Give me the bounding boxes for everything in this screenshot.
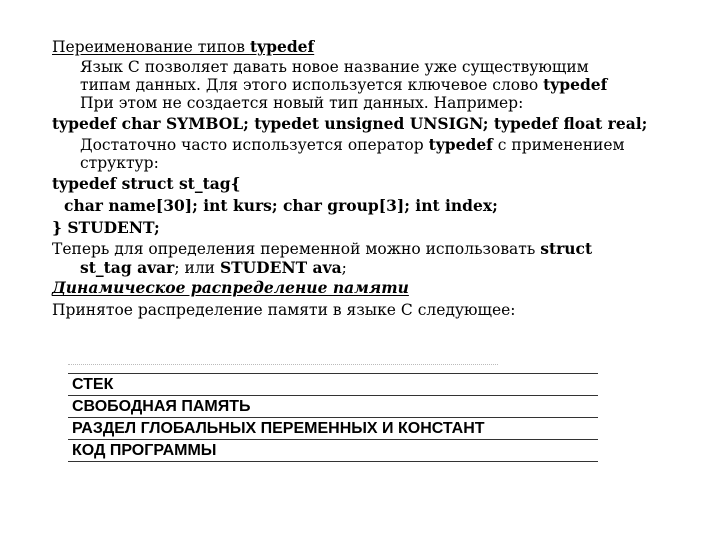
para2-line1-rest: с применением [492, 136, 625, 154]
code-line3: } STUDENT; [52, 218, 160, 237]
table-row [68, 396, 598, 418]
memory-row-stack: СТЕК [68, 374, 598, 396]
heading-typedef [52, 38, 314, 56]
heading-dynamic-memory: Динамическое распределение памяти [52, 278, 409, 297]
memory-layout-table [68, 373, 598, 462]
para1-line2-keyword: typedef [543, 75, 608, 94]
para1-line2 [80, 76, 607, 94]
para3-line2-keyword1: st_tag avar [80, 258, 175, 277]
para3-line2-mid: ; или [174, 259, 220, 277]
table-row [68, 418, 598, 440]
para3-line1-keyword: struct [540, 239, 593, 258]
memory-row-free: СВОБОДНАЯ ПАМЯТЬ [68, 396, 598, 418]
para2-line1-keyword: typedef [428, 135, 493, 154]
table-top-dots [68, 364, 498, 371]
para2-line2: структур: [80, 154, 159, 172]
para1-line3: При этом не создается новый тип данных. Например: [80, 94, 524, 112]
table-row [68, 440, 598, 462]
para3-line2-keyword2: STUDENT ava [219, 258, 342, 277]
para1-line1: Язык С позволяет давать новое название уже существующим [80, 58, 589, 76]
memory-row-code: КОД ПРОГРАММЫ [68, 440, 598, 462]
para1-line2-text: типам данных. Для этого используется ключевое слово [80, 76, 544, 94]
para2-line1 [80, 136, 625, 154]
para2-line1-text: Достаточно часто используется оператор [80, 136, 429, 154]
memory-row-globals: РАЗДЕЛ ГЛОБАЛЬНЫХ ПЕРЕМЕННЫХ И КОНСТАНТ [68, 418, 598, 440]
para3-line2-end: ; [341, 259, 347, 277]
para3-line1-text: Теперь для определения переменной можно использовать [52, 240, 541, 258]
code-line2: char name[30]; int kurs; char group[3]; int index; [64, 196, 498, 215]
para4: Принятое распределение памяти в языке С следующее: [52, 301, 516, 319]
example-typedef-line: typedef char SYMBOL; typedet unsigned UNSIGN; typedef float real; [52, 114, 648, 133]
para3-line2 [80, 259, 347, 277]
table-row [68, 374, 598, 396]
heading-typedef-keyword: typedef [249, 37, 315, 56]
para3-line1 [52, 240, 592, 258]
heading-typedef-prefix: Переименование типов [52, 38, 250, 56]
code-line1: typedef struct st_tag{ [52, 174, 241, 193]
